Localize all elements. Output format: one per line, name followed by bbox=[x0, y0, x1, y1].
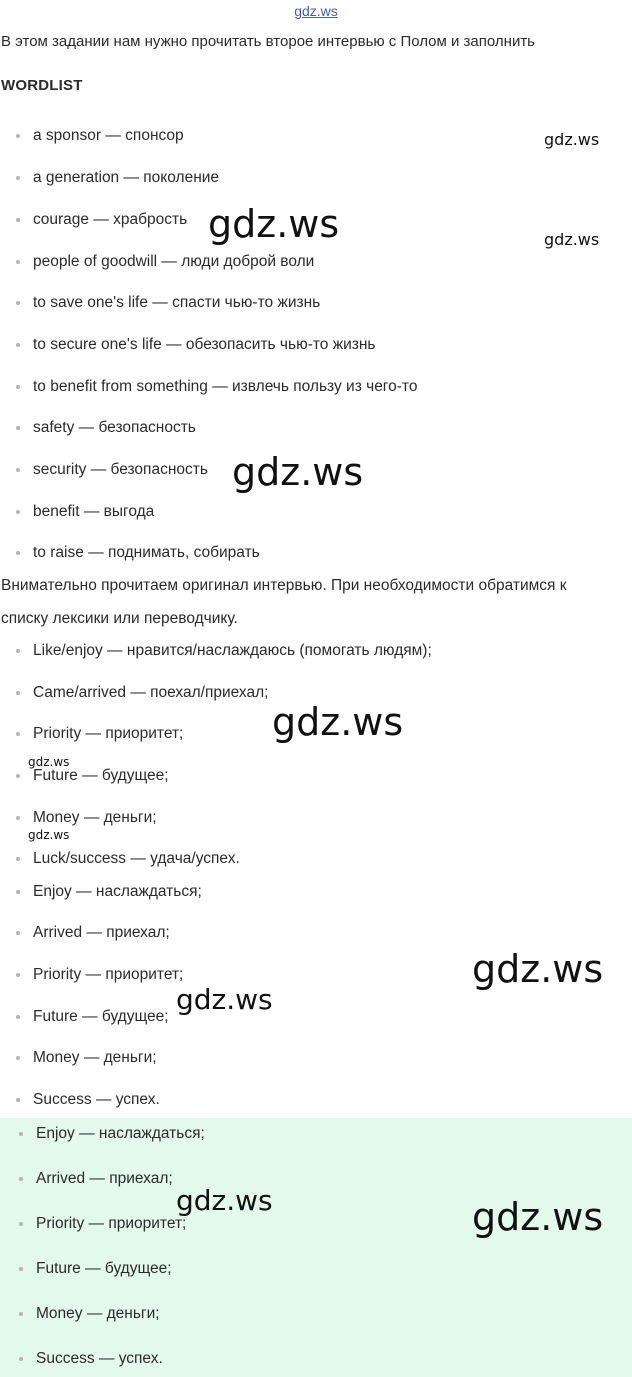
watermark: gdz.ws bbox=[472, 1195, 604, 1239]
watermark: gdz.ws bbox=[544, 230, 600, 249]
bullet-icon bbox=[19, 1357, 23, 1361]
watermark: gdz.ws bbox=[176, 983, 273, 1016]
bullet-icon bbox=[19, 1267, 23, 1271]
list-item: Enjoy — наслаждаться; bbox=[16, 883, 202, 901]
list-item: Like/enjoy — нравится/наслаждаюсь (помогать людям); bbox=[16, 642, 432, 660]
bullet-icon bbox=[19, 1222, 23, 1226]
site-link[interactable]: gdz.ws bbox=[294, 3, 338, 19]
list-item: to benefit from something — извлечь пользу из чего-то bbox=[16, 378, 417, 396]
bullet-icon bbox=[16, 343, 20, 347]
bullet-icon bbox=[16, 973, 20, 977]
watermark: gdz.ws bbox=[544, 130, 600, 149]
list-item: to raise — поднимать, собирать bbox=[16, 544, 260, 562]
bullet-icon bbox=[16, 176, 20, 180]
list-item: Money — деньги; bbox=[19, 1305, 160, 1323]
list-item: Arrived — приехал; bbox=[16, 924, 170, 942]
list-item: Priority — приоритет; bbox=[19, 1215, 186, 1233]
list-item: Success — успех. bbox=[19, 1350, 163, 1368]
list-item: Arrived — приехал; bbox=[19, 1170, 173, 1188]
list-item: safety — безопасность bbox=[16, 419, 196, 437]
list-item: a sponsor — спонсор bbox=[16, 127, 184, 145]
list-item: a generation — поколение bbox=[16, 169, 219, 187]
bullet-icon bbox=[16, 551, 20, 555]
list-item: Success — успех. bbox=[16, 1091, 160, 1109]
paragraph-line: списку лексики или переводчику. bbox=[1, 610, 238, 627]
watermark: gdz.ws bbox=[208, 202, 340, 246]
bullet-icon bbox=[16, 260, 20, 264]
bullet-icon bbox=[16, 468, 20, 472]
bullet-icon bbox=[16, 732, 20, 736]
bullet-icon bbox=[16, 426, 20, 430]
watermark: gdz.ws bbox=[28, 755, 70, 769]
watermark: gdz.ws bbox=[28, 828, 70, 842]
bullet-icon bbox=[16, 649, 20, 653]
answer-highlight-box bbox=[0, 1118, 632, 1377]
bullet-icon bbox=[16, 510, 20, 514]
bullet-icon bbox=[16, 890, 20, 894]
bullet-icon bbox=[16, 301, 20, 305]
list-item: Priority — приоритет; bbox=[16, 966, 183, 984]
watermark: gdz.ws bbox=[272, 700, 404, 744]
list-item: Future — будущее; bbox=[16, 767, 169, 785]
paragraph-line: Внимательно прочитаем оригинал интервью. При необходимости обратимся к bbox=[1, 577, 567, 594]
watermark: gdz.ws bbox=[176, 1184, 273, 1217]
list-item: Came/arrived — поехал/приехал; bbox=[16, 684, 268, 702]
bullet-icon bbox=[16, 134, 20, 138]
bullet-icon bbox=[19, 1177, 23, 1181]
list-item: Priority — приоритет; bbox=[16, 725, 183, 743]
list-item: benefit — выгода bbox=[16, 503, 154, 521]
list-item: courage — храбрость bbox=[16, 211, 187, 229]
list-item: Future — будущее; bbox=[16, 1008, 169, 1026]
bullet-icon bbox=[16, 385, 20, 389]
list-item: Future — будущее; bbox=[19, 1260, 172, 1278]
bullet-icon bbox=[16, 857, 20, 861]
list-item: Money — деньги; bbox=[16, 1049, 157, 1067]
bullet-icon bbox=[16, 816, 20, 820]
list-item: security — безопасность bbox=[16, 461, 208, 479]
bullet-icon bbox=[16, 774, 20, 778]
bullet-icon bbox=[16, 1056, 20, 1060]
bullet-icon bbox=[16, 691, 20, 695]
bullet-icon bbox=[19, 1132, 23, 1136]
bullet-icon bbox=[16, 931, 20, 935]
bullet-icon bbox=[19, 1312, 23, 1316]
list-item: to save one's life — спасти чью-то жизнь bbox=[16, 294, 320, 312]
bullet-icon bbox=[16, 1098, 20, 1102]
wordlist-heading: WORDLIST bbox=[1, 77, 83, 94]
bullet-icon bbox=[16, 218, 20, 222]
list-item: to secure one's life — обезопасить чью-то жизнь bbox=[16, 336, 375, 354]
intro-text: В этом задании нам нужно прочитать второе интервью с Полом и заполнить bbox=[1, 33, 536, 50]
list-item: Enjoy — наслаждаться; bbox=[19, 1125, 205, 1143]
list-item: people of goodwill — люди доброй воли bbox=[16, 253, 314, 271]
list-item: Luck/success — удача/успех. bbox=[16, 850, 240, 868]
bullet-icon bbox=[16, 1015, 20, 1019]
watermark: gdz.ws bbox=[472, 947, 604, 991]
list-item: Money — деньги; bbox=[16, 809, 157, 827]
watermark: gdz.ws bbox=[232, 450, 364, 494]
